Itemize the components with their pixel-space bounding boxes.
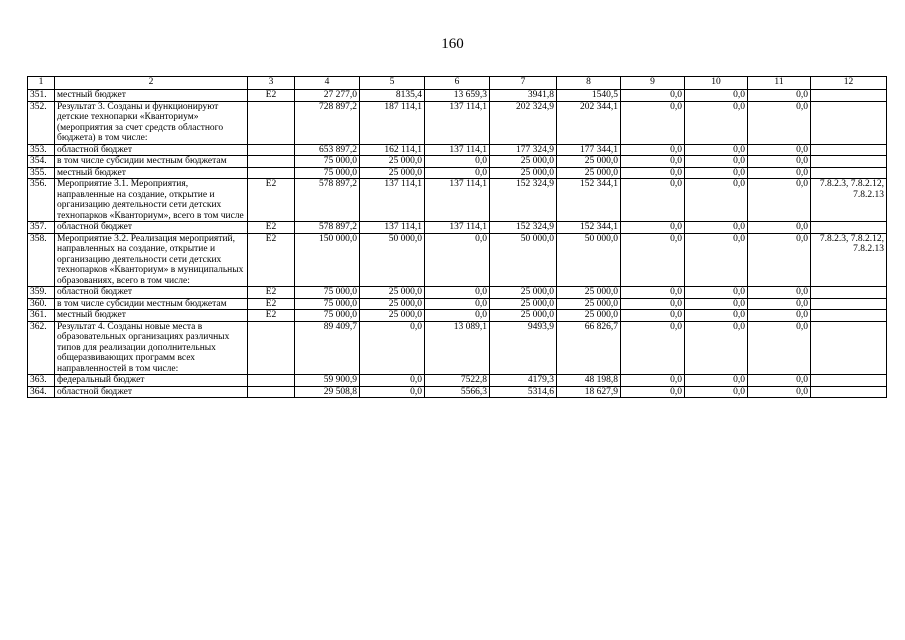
value-cell: 0,0	[685, 298, 748, 310]
value-cell: 3941,8	[490, 90, 557, 102]
table-row	[28, 321, 887, 375]
value-cell: 25 000,0	[360, 167, 425, 179]
value-cell: 5314,6	[490, 386, 557, 398]
value-cell: 0,0	[425, 233, 490, 287]
value-cell: 75 000,0	[295, 298, 360, 310]
value-cell: 137 114,1	[360, 179, 425, 222]
target-codes-cell	[811, 386, 887, 398]
column-header: 7	[490, 77, 557, 90]
target-codes-cell: 7.8.2.3, 7.8.2.12, 7.8.2.13	[811, 179, 887, 222]
row-number-cell: 364.	[28, 386, 55, 398]
value-cell: 25 000,0	[360, 287, 425, 299]
value-cell: 4179,3	[490, 375, 557, 387]
value-cell: 0,0	[425, 287, 490, 299]
row-name-cell: в том числе субсидии местным бюджетам	[55, 298, 248, 310]
row-name-cell: Мероприятие 3.1. Мероприятия, направленные на создание, открытие и организацию деятельности сети детских технопарков «Кванториум», всего в том числе	[55, 179, 248, 222]
value-cell: 152 344,1	[557, 222, 621, 234]
value-cell: 25 000,0	[490, 298, 557, 310]
row-number-cell: 360.	[28, 298, 55, 310]
target-codes-cell	[811, 144, 887, 156]
row-name-cell: местный бюджет	[55, 167, 248, 179]
value-cell: 0,0	[621, 321, 685, 375]
value-cell: 0,0	[621, 287, 685, 299]
value-cell: 177 344,1	[557, 144, 621, 156]
value-cell: 75 000,0	[295, 310, 360, 322]
column-header: 5	[360, 77, 425, 90]
row-code-cell	[248, 321, 295, 375]
value-cell: 0,0	[685, 233, 748, 287]
value-cell: 187 114,1	[360, 101, 425, 144]
value-cell: 0,0	[685, 386, 748, 398]
row-code-cell	[248, 375, 295, 387]
value-cell: 137 114,1	[360, 222, 425, 234]
row-code-cell	[248, 386, 295, 398]
row-name-cell: местный бюджет	[55, 90, 248, 102]
value-cell: 202 324,9	[490, 101, 557, 144]
value-cell: 29 508,8	[295, 386, 360, 398]
value-cell: 578 897,2	[295, 179, 360, 222]
value-cell: 0,0	[621, 101, 685, 144]
value-cell: 25 000,0	[557, 167, 621, 179]
row-name-cell: областной бюджет	[55, 144, 248, 156]
value-cell: 0,0	[748, 298, 811, 310]
column-header: 3	[248, 77, 295, 90]
value-cell: 25 000,0	[360, 298, 425, 310]
table-row	[28, 233, 887, 287]
target-codes-cell	[811, 156, 887, 168]
value-cell: 25 000,0	[360, 156, 425, 168]
target-codes-cell: 7.8.2.3, 7.8.2.12, 7.8.2.13	[811, 233, 887, 287]
value-cell: 0,0	[621, 386, 685, 398]
target-codes-cell	[811, 167, 887, 179]
value-cell: 0,0	[425, 156, 490, 168]
value-cell: 75 000,0	[295, 167, 360, 179]
value-cell: 0,0	[621, 222, 685, 234]
target-codes-cell	[811, 298, 887, 310]
target-codes-cell	[811, 310, 887, 322]
value-cell: 18 627,9	[557, 386, 621, 398]
value-cell: 0,0	[621, 90, 685, 102]
value-cell: 0,0	[621, 144, 685, 156]
value-cell: 0,0	[360, 386, 425, 398]
target-codes-cell	[811, 222, 887, 234]
target-codes-cell	[811, 287, 887, 299]
column-header: 2	[55, 77, 248, 90]
row-number-cell: 359.	[28, 287, 55, 299]
value-cell: 25 000,0	[490, 310, 557, 322]
value-cell: 162 114,1	[360, 144, 425, 156]
value-cell: 0,0	[621, 167, 685, 179]
value-cell: 728 897,2	[295, 101, 360, 144]
row-number-cell: 352.	[28, 101, 55, 144]
value-cell: 0,0	[685, 321, 748, 375]
table-row	[28, 144, 887, 156]
value-cell: 150 000,0	[295, 233, 360, 287]
row-name-cell: Результат 3. Созданы и функционируют детские технопарки «Кванториум» (мероприятия за счет средств областного бюджета) в том числе:	[55, 101, 248, 144]
value-cell: 66 826,7	[557, 321, 621, 375]
value-cell: 0,0	[685, 167, 748, 179]
row-name-cell: областной бюджет	[55, 386, 248, 398]
value-cell: 0,0	[621, 179, 685, 222]
row-code-cell	[248, 101, 295, 144]
table-header-row	[28, 77, 887, 90]
table-row	[28, 90, 887, 102]
value-cell: 9493,9	[490, 321, 557, 375]
value-cell: 137 114,1	[425, 101, 490, 144]
value-cell: 25 000,0	[360, 310, 425, 322]
value-cell: 7522,8	[425, 375, 490, 387]
value-cell: 50 000,0	[557, 233, 621, 287]
value-cell: 25 000,0	[557, 298, 621, 310]
value-cell: 0,0	[621, 156, 685, 168]
column-header: 11	[748, 77, 811, 90]
value-cell: 75 000,0	[295, 287, 360, 299]
value-cell: 89 409,7	[295, 321, 360, 375]
row-number-cell: 358.	[28, 233, 55, 287]
value-cell: 25 000,0	[557, 310, 621, 322]
table-row	[28, 179, 887, 222]
row-code-cell	[248, 144, 295, 156]
target-codes-cell	[811, 321, 887, 375]
table-row	[28, 156, 887, 168]
row-code-cell: E2	[248, 310, 295, 322]
column-header: 6	[425, 77, 490, 90]
value-cell: 0,0	[685, 375, 748, 387]
value-cell: 8135,4	[360, 90, 425, 102]
value-cell: 0,0	[748, 321, 811, 375]
value-cell: 0,0	[685, 90, 748, 102]
row-number-cell: 362.	[28, 321, 55, 375]
row-code-cell: E2	[248, 90, 295, 102]
value-cell: 0,0	[748, 375, 811, 387]
value-cell: 137 114,1	[425, 179, 490, 222]
value-cell: 25 000,0	[557, 287, 621, 299]
value-cell: 0,0	[685, 179, 748, 222]
value-cell: 0,0	[621, 310, 685, 322]
value-cell: 0,0	[621, 375, 685, 387]
value-cell: 137 114,1	[425, 144, 490, 156]
value-cell: 0,0	[685, 222, 748, 234]
column-header: 4	[295, 77, 360, 90]
value-cell: 0,0	[360, 375, 425, 387]
value-cell: 48 198,8	[557, 375, 621, 387]
value-cell: 0,0	[425, 298, 490, 310]
value-cell: 202 344,1	[557, 101, 621, 144]
target-codes-cell	[811, 101, 887, 144]
row-code-cell	[248, 167, 295, 179]
value-cell: 653 897,2	[295, 144, 360, 156]
row-number-cell: 353.	[28, 144, 55, 156]
row-name-cell: областной бюджет	[55, 287, 248, 299]
value-cell: 0,0	[748, 101, 811, 144]
row-number-cell: 363.	[28, 375, 55, 387]
value-cell: 0,0	[748, 90, 811, 102]
value-cell: 152 324,9	[490, 222, 557, 234]
value-cell: 59 900,9	[295, 375, 360, 387]
row-name-cell: федеральный бюджет	[55, 375, 248, 387]
value-cell: 0,0	[748, 287, 811, 299]
row-code-cell: E2	[248, 222, 295, 234]
value-cell: 0,0	[685, 287, 748, 299]
column-header: 12	[811, 77, 887, 90]
row-number-cell: 351.	[28, 90, 55, 102]
row-name-cell: областной бюджет	[55, 222, 248, 234]
target-codes-cell	[811, 90, 887, 102]
table-row	[28, 101, 887, 144]
value-cell: 0,0	[748, 144, 811, 156]
table-row	[28, 167, 887, 179]
value-cell: 25 000,0	[557, 156, 621, 168]
value-cell: 0,0	[748, 156, 811, 168]
row-name-cell: Мероприятие 3.2. Реализация мероприятий, направленных на создание, открытие и организацию деятельности сети детских технопарков «Кванториум» в муниципальных образованиях, всего в том числе:	[55, 233, 248, 287]
value-cell: 0,0	[748, 233, 811, 287]
row-name-cell: Результат 4. Созданы новые места в образовательных организациях различных типов для реализации дополнительных общеразвивающих программ всех направленностей в том числе:	[55, 321, 248, 375]
value-cell: 1540,5	[557, 90, 621, 102]
value-cell: 0,0	[685, 310, 748, 322]
row-code-cell: E2	[248, 287, 295, 299]
value-cell: 27 277,0	[295, 90, 360, 102]
row-code-cell: E2	[248, 298, 295, 310]
value-cell: 152 324,9	[490, 179, 557, 222]
row-number-cell: 361.	[28, 310, 55, 322]
page-number: 160	[441, 36, 464, 52]
row-code-cell: E2	[248, 179, 295, 222]
table-row	[28, 375, 887, 387]
value-cell: 578 897,2	[295, 222, 360, 234]
value-cell: 75 000,0	[295, 156, 360, 168]
value-cell: 0,0	[621, 233, 685, 287]
value-cell: 5566,3	[425, 386, 490, 398]
value-cell: 0,0	[360, 321, 425, 375]
column-header: 9	[621, 77, 685, 90]
value-cell: 0,0	[621, 298, 685, 310]
value-cell: 25 000,0	[490, 167, 557, 179]
value-cell: 0,0	[748, 310, 811, 322]
value-cell: 50 000,0	[490, 233, 557, 287]
budget-table	[27, 76, 887, 398]
row-number-cell: 357.	[28, 222, 55, 234]
value-cell: 0,0	[748, 386, 811, 398]
row-number-cell: 356.	[28, 179, 55, 222]
row-name-cell: в том числе субсидии местным бюджетам	[55, 156, 248, 168]
table-row	[28, 298, 887, 310]
target-codes-cell	[811, 375, 887, 387]
value-cell: 0,0	[685, 144, 748, 156]
value-cell: 25 000,0	[490, 156, 557, 168]
value-cell: 177 324,9	[490, 144, 557, 156]
value-cell: 152 344,1	[557, 179, 621, 222]
column-header: 1	[28, 77, 55, 90]
table-row	[28, 310, 887, 322]
table-row	[28, 386, 887, 398]
value-cell: 0,0	[748, 167, 811, 179]
value-cell: 0,0	[685, 156, 748, 168]
value-cell: 0,0	[425, 167, 490, 179]
value-cell: 0,0	[685, 101, 748, 144]
table-row	[28, 222, 887, 234]
value-cell: 0,0	[748, 222, 811, 234]
table-row	[28, 287, 887, 299]
column-header: 8	[557, 77, 621, 90]
row-number-cell: 354.	[28, 156, 55, 168]
value-cell: 50 000,0	[360, 233, 425, 287]
value-cell: 0,0	[425, 310, 490, 322]
value-cell: 0,0	[748, 179, 811, 222]
value-cell: 13 089,1	[425, 321, 490, 375]
row-code-cell: E2	[248, 233, 295, 287]
column-header: 10	[685, 77, 748, 90]
value-cell: 137 114,1	[425, 222, 490, 234]
row-code-cell	[248, 156, 295, 168]
value-cell: 25 000,0	[490, 287, 557, 299]
row-name-cell: местный бюджет	[55, 310, 248, 322]
value-cell: 13 659,3	[425, 90, 490, 102]
row-number-cell: 355.	[28, 167, 55, 179]
